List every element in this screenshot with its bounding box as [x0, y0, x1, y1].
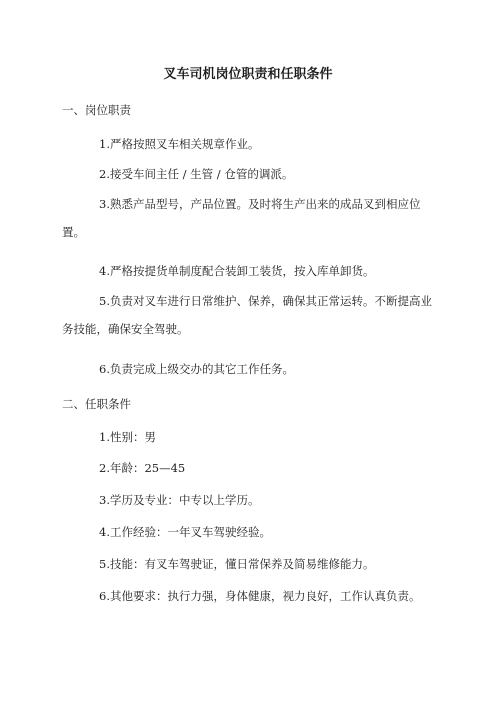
- duty-item-2: 2.接受车间主任 / 生管 / 仓管的调派。: [99, 167, 294, 181]
- duty-item-6: 6.负责完成上级交办的其它工作任务。: [99, 362, 294, 376]
- requirement-item-1: 1.性别：男: [99, 430, 156, 444]
- duty-item-3: 3.熟悉产品型号，产品位置。及时将生产出来的成品叉到相应位置。: [62, 197, 421, 239]
- duty-item-4: 4.严格按提货单制度配合装卸工装货，按入库单卸货。: [99, 264, 375, 278]
- document-title: 叉车司机岗位职责和任职条件: [163, 67, 333, 82]
- requirement-item-4: 4.工作经验：一年叉车驾驶经验。: [99, 525, 271, 539]
- requirement-item-2: 2.年龄：25—45: [99, 461, 186, 475]
- duty-item-1: 1.严格按照叉车相关规章作业。: [99, 137, 260, 151]
- duty-item-5: 5.负责对叉车进行日常维护、保养，确保其正常运转。不断提高业务技能，确保安全驾驶。: [62, 294, 432, 336]
- requirement-item-5: 5.技能：有叉车驾驶证，懂日常保养及简易维修能力。: [99, 557, 375, 571]
- section-heading-requirements: 二、任职条件: [62, 397, 131, 411]
- section-heading-duties: 一、岗位职责: [62, 103, 131, 117]
- requirement-item-6: 6.其他要求：执行力强，身体健康，视力良好，工作认真负责。: [99, 589, 421, 603]
- requirement-item-3: 3.学历及专业：中专以上学历。: [99, 493, 260, 507]
